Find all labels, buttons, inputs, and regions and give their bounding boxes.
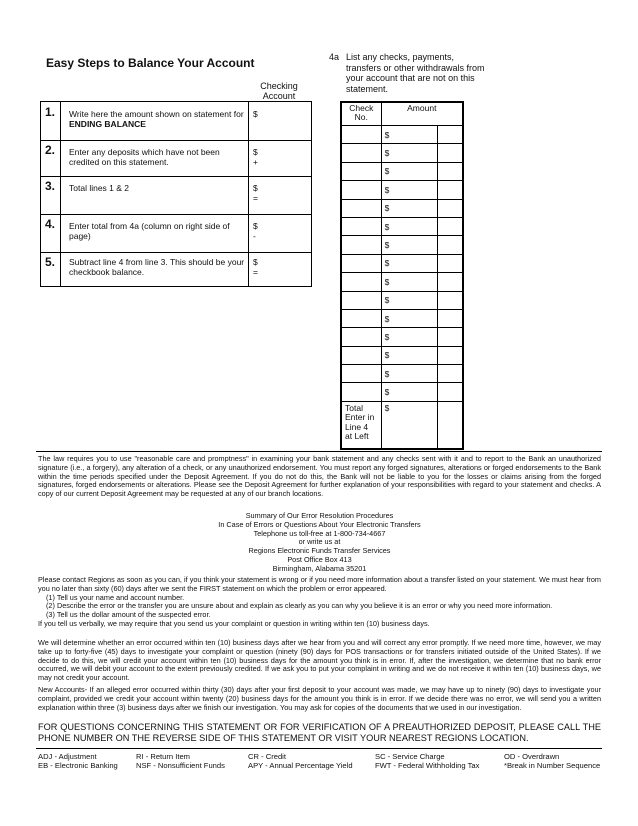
check-cents-field[interactable] bbox=[437, 346, 462, 364]
section-4a-number: 4a bbox=[329, 52, 340, 62]
check-amount-field[interactable]: $ bbox=[381, 346, 437, 364]
check-number-field[interactable] bbox=[342, 126, 382, 144]
check-number-field[interactable] bbox=[342, 236, 382, 254]
summary-line: Summary of Our Error Resolution Procedures bbox=[245, 511, 394, 520]
contact-item: (1) Tell us your name and account number. bbox=[46, 592, 185, 602]
check-cents-field[interactable] bbox=[437, 291, 462, 309]
check-cents-field[interactable] bbox=[437, 181, 462, 199]
check-row bbox=[342, 162, 463, 180]
legend-column: ADJ - Adjustment EB - Electronic Banking bbox=[38, 752, 118, 770]
check-amount-field[interactable]: $ bbox=[381, 365, 437, 383]
legend-column: RI - Return Item NSF - Nonsufficient Funds bbox=[136, 752, 225, 770]
check-number-field[interactable] bbox=[342, 291, 382, 309]
step-amount-field[interactable]: $ - bbox=[248, 214, 311, 252]
legend-column: CR - Credit APY - Annual Percentage Yield bbox=[248, 752, 353, 770]
summary-line: Regions Electronic Funds Transfer Services bbox=[248, 546, 391, 556]
check-number-field[interactable] bbox=[342, 181, 382, 199]
checking-account-header: Checking Account bbox=[260, 81, 298, 101]
step-row bbox=[41, 176, 311, 215]
step-number: 1. bbox=[41, 102, 61, 140]
check-amount-field[interactable]: $ bbox=[381, 181, 437, 199]
investigation-paragraph: We will determine whether an error occurred within ten (10) business days after we hear from you and will correct any error promptly. If we need more time, however, we may take up to forty-five (45) days to investigate your complaint or question (ninety (90) days for POS transactions or for transfers initiated outside of the United States). If we decide to do this, we will credit your account within ten (10) business days for the amount you think is in error. If, after the investigation, we determine that no bank error occurred, we will debit your account to the extent previously credited. If we ask you to put your complaint in writing and we do not receive it within ten (10) business days, we may not credit your account. bbox=[38, 638, 601, 683]
check-row bbox=[342, 217, 463, 235]
step-instruction: Write here the amount shown on statement for ENDING BALANCE bbox=[69, 109, 244, 129]
contact-paragraph bbox=[38, 576, 601, 629]
verbal-text: If you tell us verbally, we may require that you send us your complaint or question in writing within ten (10) business days. bbox=[38, 618, 430, 628]
section-4a-instruction: List any checks, payments, transfers or other withdrawals from your account that are not on this statement. bbox=[346, 52, 485, 94]
total-cents-field[interactable] bbox=[437, 401, 462, 448]
summary-line: Birmingham, Alabama 35201 bbox=[272, 563, 367, 573]
check-cents-field[interactable] bbox=[437, 217, 462, 235]
check-number-field[interactable] bbox=[342, 217, 382, 235]
check-number-field[interactable] bbox=[342, 328, 382, 346]
check-cents-field[interactable] bbox=[437, 126, 462, 144]
check-row bbox=[342, 199, 463, 217]
section-divider bbox=[36, 451, 602, 452]
step-instruction: Total lines 1 & 2 bbox=[69, 183, 130, 193]
step-number: 2. bbox=[41, 140, 61, 176]
page-title: Easy Steps to Balance Your Account bbox=[46, 56, 255, 70]
contact-item: (3) Tell us the dollar amount of the suspected error. bbox=[46, 610, 211, 620]
check-cents-field[interactable] bbox=[437, 365, 462, 383]
check-row bbox=[342, 328, 463, 346]
check-cents-field[interactable] bbox=[437, 254, 462, 272]
step-number: 3. bbox=[41, 176, 61, 214]
check-cents-field[interactable] bbox=[437, 144, 462, 162]
abbreviation-legend bbox=[38, 752, 604, 772]
new-accounts-paragraph: New Accounts- If an alleged error occurred within thirty (30) days after your first deposit to your account was made, we may have up to ninety (90) days to investigate your complaint, provided we credit your account within twenty (20) business days for the amount you think is in error. If we decide there was no error, we will send you a written explanation within three (3) business days after we finish our investigation. You may ask for copies of the documents that we used in our investigation. bbox=[38, 685, 601, 712]
check-number-field[interactable] bbox=[342, 144, 382, 162]
summary-line: Post Office Box 413 bbox=[287, 554, 352, 564]
error-resolution-summary bbox=[38, 512, 601, 574]
check-cents-field[interactable] bbox=[437, 162, 462, 180]
step-number: 5. bbox=[41, 252, 61, 286]
check-row bbox=[342, 273, 463, 291]
law-paragraph: The law requires you to use "reasonable care and promptness" in examining your bank statement and any checks sent with it and to report to the Bank an unauthorized signature (i.e., a forgery), any alteration of a check, or any unauthorized endorsement. You must report any forged signatures, alterations or forged endorsements to the Bank within the time periods specified under the Deposit Agreement. If you do not do this, the Bank will not be liable to you for the losses or claims arising from the forged signatures, forged endorsements or alterations. Please see the Deposit Agreement for further explanation of your responsibilities with regard to your statement and checks. A copy of our current Deposit Agreement may be requested at any of our branch locations. bbox=[38, 454, 601, 499]
check-number-field[interactable] bbox=[342, 365, 382, 383]
step-row bbox=[41, 102, 311, 141]
legend-divider bbox=[36, 748, 602, 749]
check-amount-field[interactable]: $ bbox=[381, 291, 437, 309]
check-row bbox=[342, 365, 463, 383]
check-cents-field[interactable] bbox=[437, 328, 462, 346]
check-amount-field[interactable]: $ bbox=[381, 328, 437, 346]
step-instruction: Enter any deposits which have not been credited on this statement. bbox=[69, 147, 220, 167]
contact-text: Please contact Regions as soon as you can, if you think your statement is wrong or if you need more information about a transfer listed on your statement. We must hear from you no later than sixty (60) days after we sent the FIRST statement on which the problem or error appeared. bbox=[38, 575, 601, 593]
step-row bbox=[41, 140, 311, 177]
check-number-field[interactable] bbox=[342, 383, 382, 401]
summary-line: Telephone us toll-free at 1-800-734-4667 bbox=[253, 528, 386, 538]
check-row bbox=[342, 346, 463, 364]
check-cents-field[interactable] bbox=[437, 236, 462, 254]
check-row bbox=[342, 291, 463, 309]
step-row bbox=[41, 214, 311, 253]
check-row bbox=[342, 309, 463, 327]
outstanding-checks-table bbox=[340, 101, 464, 450]
summary-line: or write us at bbox=[298, 537, 341, 547]
check-cents-field[interactable] bbox=[437, 199, 462, 217]
step-instruction: Subtract line 4 from line 3. This should be your checkbook balance. bbox=[69, 257, 245, 277]
step-amount-field[interactable]: $ = bbox=[248, 176, 311, 214]
check-amount-field[interactable]: $ bbox=[381, 383, 437, 401]
legend-column: OD - Overdrawn *Break in Number Sequence bbox=[504, 752, 601, 770]
total-amount-field[interactable]: $ bbox=[381, 401, 437, 448]
check-amount-field[interactable]: $ bbox=[381, 217, 437, 235]
check-amount-field[interactable]: $ bbox=[381, 309, 437, 327]
check-amount-field[interactable]: $ bbox=[381, 254, 437, 272]
check-number-field[interactable] bbox=[342, 162, 382, 180]
check-no-header: Check No. bbox=[342, 103, 382, 126]
questions-notice: FOR QUESTIONS CONCERNING THIS STATEMENT OR FOR VERIFICATION OF A PREAUTHORIZED DEPOSIT, PLEASE CALL THE PHONE NUMBER ON THE REVERSE SIDE OF THIS STATEMENT OR VISIT YOUR NEAREST REGIONS LOCATION. bbox=[38, 722, 601, 743]
step-amount-field[interactable]: $ bbox=[248, 102, 311, 140]
step-amount-field[interactable]: $ + bbox=[248, 140, 311, 176]
amount-header: Amount bbox=[381, 103, 462, 126]
check-amount-field[interactable]: $ bbox=[381, 126, 437, 144]
check-row bbox=[342, 254, 463, 272]
check-row bbox=[342, 236, 463, 254]
check-cents-field[interactable] bbox=[437, 309, 462, 327]
check-number-field[interactable] bbox=[342, 254, 382, 272]
check-row bbox=[342, 126, 463, 144]
check-row bbox=[342, 181, 463, 199]
check-amount-field[interactable]: $ bbox=[381, 144, 437, 162]
check-number-field[interactable] bbox=[342, 309, 382, 327]
check-number-field[interactable] bbox=[342, 199, 382, 217]
check-amount-field[interactable]: $ bbox=[381, 162, 437, 180]
step-instruction: Enter total from 4a (column on right side of page) bbox=[69, 221, 230, 241]
check-cents-field[interactable] bbox=[437, 273, 462, 291]
check-number-field[interactable] bbox=[342, 273, 382, 291]
check-number-field[interactable] bbox=[342, 346, 382, 364]
check-row bbox=[342, 383, 463, 401]
total-label: Total Enter in Line 4 at Left bbox=[342, 401, 382, 448]
balance-steps-table bbox=[40, 101, 312, 287]
check-row bbox=[342, 144, 463, 162]
step-row bbox=[41, 252, 311, 286]
check-amount-field[interactable]: $ bbox=[381, 199, 437, 217]
legend-column: SC - Service Charge FWT - Federal Withholding Tax bbox=[375, 752, 480, 770]
summary-line: In Case of Errors or Questions About Your Electronic Transfers bbox=[218, 519, 421, 529]
contact-item: (2) Describe the error or the transfer you are unsure about and explain as clearly as you can why you believe it is an error or why you need more information. bbox=[46, 601, 553, 611]
check-amount-field[interactable]: $ bbox=[381, 236, 437, 254]
check-amount-field[interactable]: $ bbox=[381, 273, 437, 291]
step-amount-field[interactable]: $ = bbox=[248, 252, 311, 286]
step-number: 4. bbox=[41, 214, 61, 252]
check-cents-field[interactable] bbox=[437, 383, 462, 401]
